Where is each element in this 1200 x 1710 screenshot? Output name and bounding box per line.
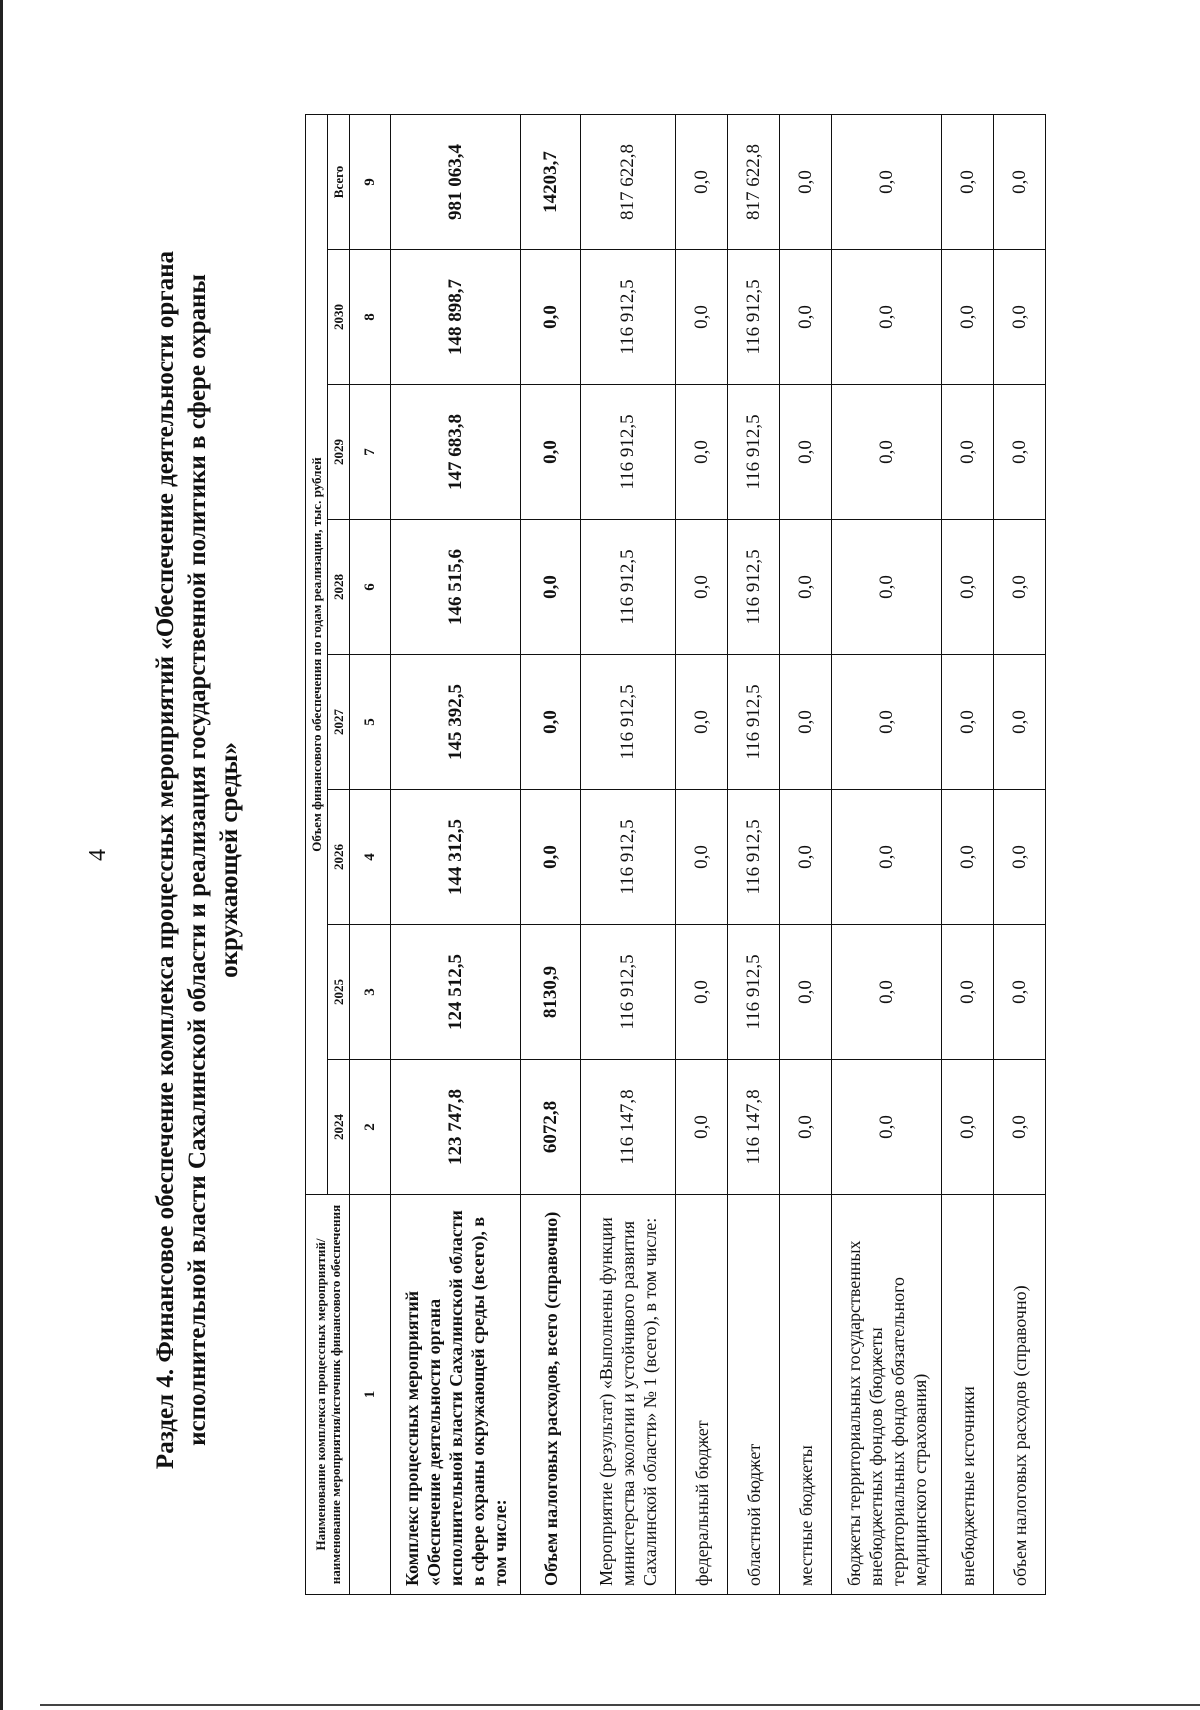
- value-cell: 0,0: [942, 655, 994, 790]
- financing-table-wrapper: [305, 114, 1046, 1595]
- table-row: [994, 114, 1046, 1594]
- value-cell: 0,0: [676, 250, 728, 385]
- value-cell: 116 912,5: [728, 655, 780, 790]
- header-year-cell: Всего: [328, 114, 350, 249]
- column-number-cell: 4: [350, 790, 391, 925]
- header-name-cell: Наименование комплекса процессных мероприятий/наименование мероприятия/источник финансового обеспечения: [306, 1195, 350, 1595]
- table-row: [942, 114, 994, 1594]
- table-row: [391, 114, 521, 1594]
- column-number-cell: 1: [350, 1195, 391, 1595]
- page-number: 4: [85, 849, 111, 861]
- value-cell: 0,0: [994, 925, 1046, 1060]
- value-cell: 116 147,8: [581, 1060, 676, 1195]
- table-row: [728, 114, 780, 1594]
- value-cell: 8130,9: [521, 925, 581, 1060]
- value-cell: 0,0: [676, 520, 728, 655]
- value-cell: 124 512,5: [391, 925, 521, 1060]
- value-cell: 116 912,5: [581, 520, 676, 655]
- table-row: [832, 114, 942, 1594]
- value-cell: 0,0: [942, 925, 994, 1060]
- value-cell: 0,0: [994, 655, 1046, 790]
- column-number-cell: 2: [350, 1060, 391, 1195]
- row-name-cell: бюджеты территориальных государственных внебюджетных фондов (бюджеты территориальных фондов обязательного медицинского страхования): [832, 1195, 942, 1595]
- value-cell: 0,0: [676, 655, 728, 790]
- row-name-cell: Объем налоговых расходов, всего (справочно): [521, 1195, 581, 1595]
- value-cell: 116 912,5: [581, 385, 676, 520]
- value-cell: 0,0: [832, 250, 942, 385]
- value-cell: 116 912,5: [728, 790, 780, 925]
- header-year-cell: 2030: [328, 250, 350, 385]
- value-cell: 0,0: [780, 520, 832, 655]
- value-cell: 123 747,8: [391, 1060, 521, 1195]
- header-year-cell: 2024: [328, 1060, 350, 1195]
- value-cell: 981 063,4: [391, 114, 521, 249]
- value-cell: 0,0: [942, 520, 994, 655]
- value-cell: 0,0: [994, 250, 1046, 385]
- value-cell: 6072,8: [521, 1060, 581, 1195]
- row-name-cell: федеральный бюджет: [676, 1195, 728, 1595]
- value-cell: 116 912,5: [581, 790, 676, 925]
- header-year-cell: 2027: [328, 655, 350, 790]
- table-row: [521, 114, 581, 1594]
- table-row: [780, 114, 832, 1594]
- value-cell: 147 683,8: [391, 385, 521, 520]
- value-cell: 0,0: [676, 1060, 728, 1195]
- value-cell: 0,0: [780, 925, 832, 1060]
- value-cell: 0,0: [521, 250, 581, 385]
- row-name-cell: Комплекс процессных мероприятий «Обеспечение деятельности органа исполнительной власти Сахалинской области в сфере охраны окружающей среды (всего), в том числе:: [391, 1195, 521, 1595]
- value-cell: 14203,7: [521, 114, 581, 249]
- value-cell: 144 312,5: [391, 790, 521, 925]
- value-cell: 0,0: [676, 790, 728, 925]
- header-year-cell: 2029: [328, 385, 350, 520]
- value-cell: 0,0: [676, 114, 728, 249]
- value-cell: 0,0: [942, 385, 994, 520]
- value-cell: 0,0: [994, 520, 1046, 655]
- value-cell: 0,0: [832, 385, 942, 520]
- value-cell: 116 912,5: [728, 925, 780, 1060]
- row-name-cell: внебюджетные источники: [942, 1195, 994, 1595]
- heading-line-3: окружающей среды»: [216, 742, 243, 978]
- table-row: [676, 114, 728, 1594]
- value-cell: 817 622,8: [728, 114, 780, 249]
- value-cell: 0,0: [521, 790, 581, 925]
- value-cell: 0,0: [832, 114, 942, 249]
- value-cell: 0,0: [942, 250, 994, 385]
- value-cell: 0,0: [780, 250, 832, 385]
- column-number-cell: 6: [350, 520, 391, 655]
- value-cell: 0,0: [780, 655, 832, 790]
- row-name-cell: Мероприятие (результат) «Выполнены функции министерства экологии и устойчивого развития Сахалинской области» № 1 (всего), в том числе:: [581, 1195, 676, 1595]
- value-cell: 116 912,5: [581, 250, 676, 385]
- value-cell: 0,0: [942, 1060, 994, 1195]
- value-cell: 116 912,5: [728, 520, 780, 655]
- value-cell: 0,0: [676, 385, 728, 520]
- value-cell: 0,0: [994, 790, 1046, 925]
- value-cell: 0,0: [994, 114, 1046, 249]
- value-cell: 145 392,5: [391, 655, 521, 790]
- column-number-cell: 5: [350, 655, 391, 790]
- column-number-cell: 9: [350, 114, 391, 249]
- heading-line-1: Раздел 4. Финансовое обеспечение комплекса процессных мероприятий «Обеспечение деятельности органа: [152, 250, 179, 1470]
- value-cell: 0,0: [780, 385, 832, 520]
- value-cell: 0,0: [994, 385, 1046, 520]
- value-cell: 0,0: [942, 114, 994, 249]
- value-cell: 0,0: [780, 790, 832, 925]
- value-cell: 817 622,8: [581, 114, 676, 249]
- column-number-cell: 8: [350, 250, 391, 385]
- section-heading: [150, 150, 246, 1570]
- table-row: [581, 114, 676, 1594]
- value-cell: 0,0: [994, 1060, 1046, 1195]
- value-cell: 116 912,5: [728, 250, 780, 385]
- value-cell: 0,0: [780, 114, 832, 249]
- column-number-cell: 7: [350, 385, 391, 520]
- row-name-cell: объем налоговых расходов (справочно): [994, 1195, 1046, 1595]
- header-row-1: [306, 114, 328, 1594]
- table-body: [391, 114, 1046, 1594]
- value-cell: 0,0: [521, 520, 581, 655]
- value-cell: 116 912,5: [581, 655, 676, 790]
- value-cell: 0,0: [942, 790, 994, 925]
- value-cell: 116 912,5: [728, 385, 780, 520]
- value-cell: 0,0: [780, 1060, 832, 1195]
- value-cell: 0,0: [676, 925, 728, 1060]
- header-year-cell: 2025: [328, 925, 350, 1060]
- value-cell: 0,0: [832, 1060, 942, 1195]
- value-cell: 148 898,7: [391, 250, 521, 385]
- value-cell: 116 912,5: [581, 925, 676, 1060]
- row-name-cell: областной бюджет: [728, 1195, 780, 1595]
- value-cell: 0,0: [832, 925, 942, 1060]
- header-volume-cell: Объем финансового обеспечения по годам реализации, тыс. рублей: [306, 114, 328, 1194]
- column-number-cell: 3: [350, 925, 391, 1060]
- column-numbers-row: [350, 114, 391, 1594]
- value-cell: 0,0: [521, 385, 581, 520]
- value-cell: 0,0: [521, 655, 581, 790]
- heading-line-2: исполнительной власти Сахалинской области и реализация государственной политики в сфере охраны: [184, 274, 211, 1446]
- value-cell: 0,0: [832, 790, 942, 925]
- value-cell: 0,0: [832, 655, 942, 790]
- value-cell: 146 515,6: [391, 520, 521, 655]
- value-cell: 116 147,8: [728, 1060, 780, 1195]
- financing-table: [305, 114, 1046, 1595]
- header-year-cell: 2026: [328, 790, 350, 925]
- value-cell: 0,0: [832, 520, 942, 655]
- row-name-cell: местные бюджеты: [780, 1195, 832, 1595]
- header-year-cell: 2028: [328, 520, 350, 655]
